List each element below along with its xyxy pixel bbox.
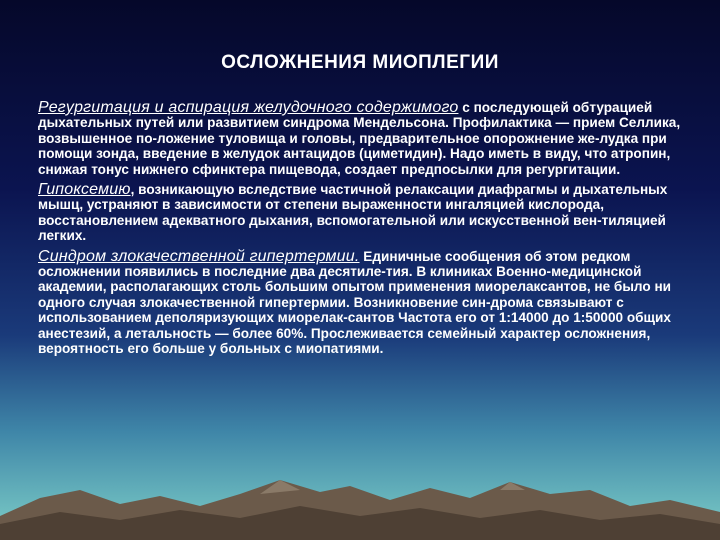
slide-body (38, 100, 688, 362)
paragraph-lead: Регургитация и аспирация желудочного содержимого (38, 99, 459, 116)
paragraph-regurgitation (38, 100, 688, 177)
mountain-background (0, 420, 720, 540)
paragraph-hypoxemia (38, 182, 688, 244)
slide-title: ОСЛОЖНЕНИЯ МИОПЛЕГИИ (221, 52, 499, 73)
paragraph-lead: Синдром злокачественной гипертермии. (38, 247, 360, 265)
paragraph-hyperthermia (38, 249, 688, 357)
paragraph-text: Единичные сообщения об этом редком осложнении появились в последние два десятиле-тия. В клиниках Военно-медицинской академии, располагающих столь большим опытом применения миорелаксантов, не было ни одного случая злокачественной гипертермии. Возникновение син-дрома связывают с использованием деполяризующих миорелак-сантов Частота его от 1:14000 до 1:50000 общих анестезий, а летальность — более 60%. Прослеживается семейный характер осложнения, вероятность его больше у больных с миопатиями. (38, 248, 672, 357)
paragraph-text: , возникающую вследствие частичной релаксации диафрагмы и дыхательных мышц, устраняют в зависимости от степени выраженности ингаляцией кислорода, восстановлением адекватного дыхания, вспомогательной или искусственной вен-тиляцией легких. (38, 182, 668, 244)
paragraph-text: с последующей обтурацией дыхательных путей или развитием синдрома Мендельсона. Профилактика — прием Селлика, возвышенное по-ложение туловища и головы, предварительное опорожнение же-лудка при помощи зонда, введение в желудок антацидов (циметидин). Надо иметь в виду, что атропин, снижая тонус нижнего сфинктера пищевода, создает предпосылки для регургитации. (38, 100, 681, 177)
paragraph-lead: Гипоксемию (38, 181, 131, 199)
